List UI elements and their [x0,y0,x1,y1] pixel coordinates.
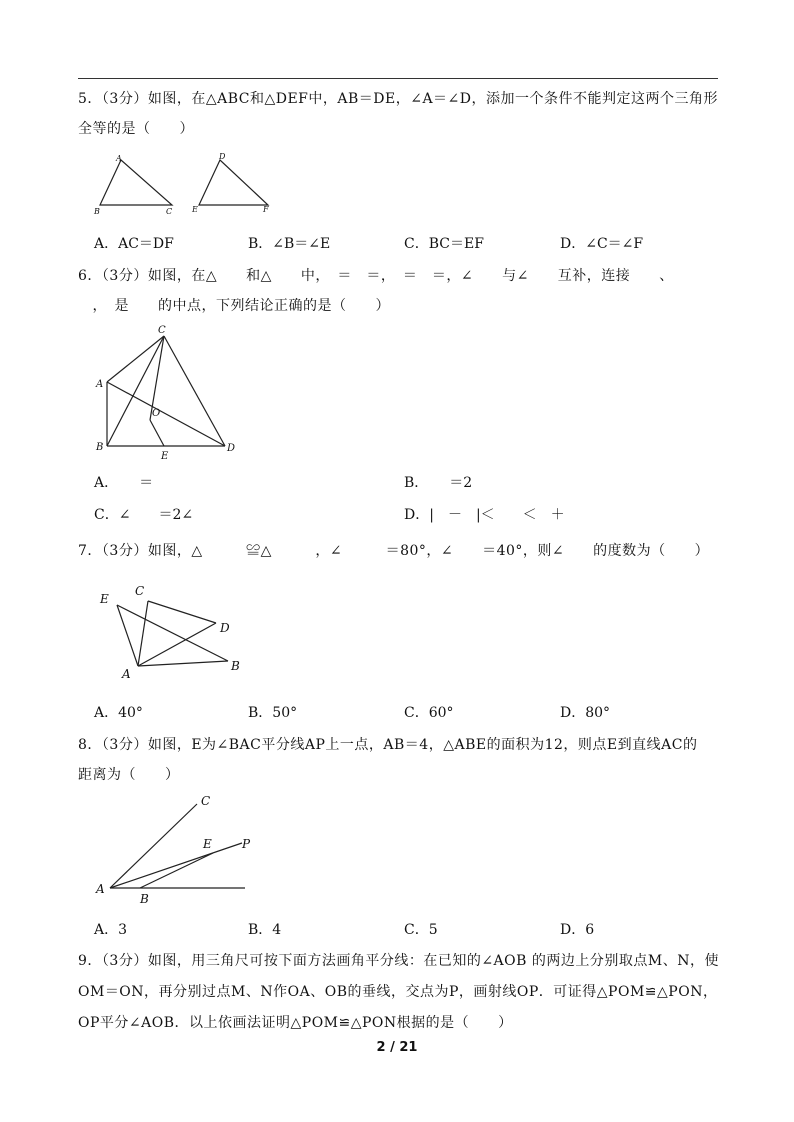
q5-option-c[interactable]: C．BC＝EF [404,236,484,252]
q5-line-1: 5．（3分）如图，在△ABC和△DEF中，AB＝DE，∠A＝∠D，添加一个条件不能判定这两个三角形 [78,91,719,107]
q5-label-a: A [116,154,122,163]
q7-option-d[interactable]: D．80° [560,705,611,721]
q8-line-1: 8．（3分）如图，E为∠BAC平分线AP上一点，AB＝4，△ABE的面积为12，则点E到直线AC的 [78,737,698,753]
q8-option-d[interactable]: D．6 [560,922,595,938]
q9-line-3: OP平分∠AOB．以上依画法证明△POM≌△PON根据的是（ ） [78,1015,513,1031]
q6-quadrilateral-figure [90,320,250,465]
q5-option-d[interactable]: D．∠C＝∠F [560,236,644,252]
q6-line-1: 6．（3分）如图，在△ 和△ 中， ＝ ＝， ＝ ＝，∠ 与∠ 互补，连接 、 [78,268,674,284]
q6-label-b: B [96,442,104,453]
q6-option-a[interactable]: A． ＝ [94,475,154,491]
q5-label-b: B [94,207,100,216]
q8-angle-bisector-figure [90,790,270,905]
q7-label-c: C [135,584,145,598]
q5-label-f: F [263,205,269,214]
page-number: 2 / 21 [376,1040,418,1055]
q7-option-c[interactable]: C．60° [404,705,454,721]
q6-label-a: A [96,379,104,390]
q5-label-e: E [192,205,198,214]
q6-label-e: E [161,451,169,462]
q6-label-o: O [152,408,161,419]
q5-option-b[interactable]: B．∠B＝∠E [248,236,331,252]
q8-label-a: A [96,882,105,896]
q7-line-1: 7．（3分）如图，△ ≌△ ，∠ ＝80°，∠ ＝40°，则∠ 的度数为（ ） [78,543,710,559]
q7-label-b: B [231,659,240,673]
q5-option-a[interactable]: A．AC＝DF [94,236,174,252]
q8-label-p: P [242,837,251,851]
header-rule [78,78,718,79]
q8-label-e: E [203,837,212,851]
q7-label-a: A [122,667,131,681]
q6-label-c: C [158,325,166,336]
q8-label-c: C [201,794,211,808]
q8-line-2: 距离为（ ） [78,767,180,783]
q5-line-2: 全等的是（ ） [78,121,194,137]
q5-triangles-figure [90,148,290,223]
q8-label-b: B [140,892,149,906]
q6-option-d[interactable]: D．| － |＜ ＜ ＋ [404,507,565,523]
q8-option-a[interactable]: A．3 [94,922,128,938]
q7-triangles-figure [90,575,260,690]
q5-label-d: D [219,152,226,161]
q6-line-2: ， 是 的中点，下列结论正确的是（ ） [78,298,390,314]
q9-line-2: OM＝ON，再分别过点M、N作OA、OB的垂线，交点为P，画射线OP．可证得△POM≌△PON， [78,984,718,1000]
q6-label-d: D [227,443,236,454]
q8-option-c[interactable]: C．5 [404,922,438,938]
q7-label-d: D [220,621,230,635]
q5-label-c: C [166,207,173,216]
q6-option-b[interactable]: B． ＝2 [404,475,473,491]
q6-option-c[interactable]: C．∠ ＝2∠ [94,507,194,523]
q7-option-b[interactable]: B．50° [248,705,298,721]
q7-label-e: E [100,592,109,606]
q8-option-b[interactable]: B．4 [248,922,282,938]
q9-line-1: 9．（3分）如图，用三角尺可按下面方法画角平分线：在已知的∠AOB 的两边上分别取点M、N，使 [78,953,719,969]
q7-option-a[interactable]: A．40° [94,705,143,721]
